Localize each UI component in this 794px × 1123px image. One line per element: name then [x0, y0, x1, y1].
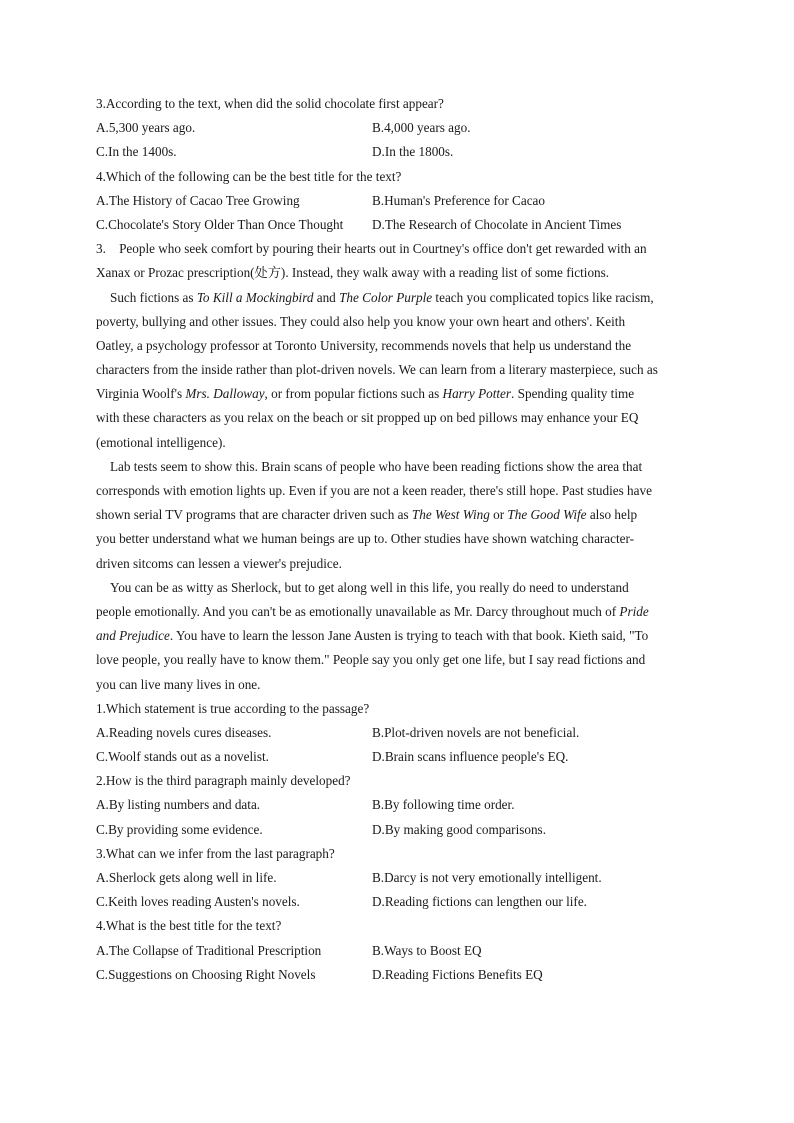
option-d: D.Brain scans influence people's EQ. [372, 749, 569, 765]
passage-line [96, 286, 700, 310]
option-d: D.Reading Fictions Benefits EQ [372, 966, 543, 982]
option-a: A.5,300 years ago. [96, 120, 196, 136]
question-b3: 3.What can we infer from the last paragraph? [96, 845, 335, 861]
option-c: C.Woolf stands out as a novelist. [96, 749, 269, 765]
passage-line: driven sitcoms can lessen a viewer's prejudice. [96, 555, 342, 571]
option-a: A.By listing numbers and data. [96, 797, 261, 813]
passage-line: You can be as witty as Sherlock, but to get along well in this life, you really do need to understand [110, 579, 629, 595]
book-title: and Prejudice [96, 628, 170, 644]
passage-line: love people, you really have to know them." People say you only get one life, but I say read fictions and [96, 652, 646, 668]
text-run: Virginia Woolf's [96, 386, 186, 402]
passage-line: 3. People who seek comfort by pouring their hearts out in Courtney's office don't get rewarded with an [96, 241, 647, 257]
passage-line: Oatley, a psychology professor at Toronto University, recommends novels that help us understand the [96, 337, 632, 353]
options-row [96, 866, 700, 890]
passage-line: Lab tests seem to show this. Brain scans of people who have been reading fictions show the area that [110, 458, 643, 474]
passage-line: you better understand what we human beings are up to. Other studies have shown watching character- [96, 531, 635, 547]
options-row [96, 140, 700, 164]
passage-line [96, 382, 700, 406]
option-b: B.Plot-driven novels are not beneficial. [372, 724, 580, 740]
passage-line: characters from the inside rather than plot-driven novels. We can learn from a literary masterpiece, such as [96, 362, 658, 378]
text-run: , or from popular fictions such as [264, 386, 443, 402]
document-page [96, 92, 700, 987]
question-b4: 4.What is the best title for the text? [96, 918, 282, 934]
option-c: C.By providing some evidence. [96, 821, 263, 837]
question-b2: 2.How is the third paragraph mainly developed? [96, 773, 351, 789]
passage-line: you can live many lives in one. [96, 676, 261, 692]
option-c: C.Suggestions on Choosing Right Novels [96, 966, 316, 982]
passage-line: corresponds with emotion lights up. Even if you are not a keen reader, there's still hope. Past studies have [96, 483, 652, 498]
option-d: D.The Research of Chocolate in Ancient Times [372, 216, 622, 232]
options-row [96, 213, 700, 237]
passage [96, 237, 700, 697]
text-run: . Spending quality time [511, 386, 635, 402]
option-b: B.4,000 years ago. [372, 120, 471, 136]
book-title: The Color Purple [339, 289, 433, 305]
book-title: Mrs. Dalloway [185, 386, 265, 402]
passage-line: with these characters as you relax on the beach or sit propped up on bed pillows may enhance your EQ [96, 410, 639, 426]
options-row [96, 963, 700, 987]
passage-line [96, 600, 700, 624]
options-row [96, 745, 700, 769]
question-b1: 1.Which statement is true according to the passage? [96, 700, 370, 716]
passage-line [96, 503, 700, 527]
passage-line: Xanax or Prozac prescription(处方). Instead, they walk away with a reading list of some fictions. [96, 265, 610, 281]
options-row [96, 890, 700, 914]
option-b: B.By following time order. [372, 797, 515, 813]
option-c: C.Chocolate's Story Older Than Once Thought [96, 216, 344, 232]
show-title: The Good Wife [507, 507, 587, 523]
options-row [96, 939, 700, 963]
options-row [96, 793, 700, 817]
option-d: D.Reading fictions can lengthen our life. [372, 894, 587, 910]
text-run: or [489, 507, 508, 523]
text-run: people emotionally. And you can't be as emotionally unavailable as Mr. Darcy throughout much of [96, 603, 620, 619]
option-a: A.The History of Cacao Tree Growing [96, 192, 300, 208]
text-run: and [313, 289, 340, 305]
option-a: A.Reading novels cures diseases. [96, 724, 272, 740]
options-row [96, 721, 700, 745]
passage-line: poverty, bullying and other issues. They could also help you know your own heart and others'. Keith [96, 313, 626, 329]
options-row [96, 116, 700, 140]
book-title: Pride [619, 603, 649, 619]
option-d: D.In the 1800s. [372, 144, 454, 160]
option-c: C.In the 1400s. [96, 144, 177, 160]
options-row [96, 818, 700, 842]
passage-line: (emotional intelligence). [96, 434, 226, 450]
option-b: B.Human's Preference for Cacao [372, 192, 546, 208]
text-run: . You have to learn the lesson Jane Austen is trying to teach with that book. Kieth said, "To [169, 628, 649, 644]
option-b: B.Darcy is not very emotionally intelligent. [372, 870, 602, 885]
book-title: Harry Potter [442, 386, 512, 402]
question-a3: 3.According to the text, when did the solid chocolate first appear? [96, 96, 444, 111]
text-run: teach you complicated topics like racism, [432, 289, 654, 305]
text-run: also help [586, 507, 638, 523]
option-b: B.Ways to Boost EQ [372, 942, 482, 958]
option-a: A.Sherlock gets along well in life. [96, 870, 277, 885]
passage-line [96, 624, 700, 648]
question-a4: 4.Which of the following can be the best title for the text? [96, 168, 402, 184]
option-d: D.By making good comparisons. [372, 821, 546, 837]
book-title: To Kill a Mockingbird [196, 289, 314, 305]
options-row [96, 189, 700, 213]
option-c: C.Keith loves reading Austen's novels. [96, 894, 300, 910]
show-title: The West Wing [411, 507, 490, 523]
text-run: shown serial TV programs that are character driven such as [96, 507, 412, 523]
text-run: Such fictions as [110, 289, 197, 305]
option-a: A.The Collapse of Traditional Prescription [96, 942, 322, 958]
